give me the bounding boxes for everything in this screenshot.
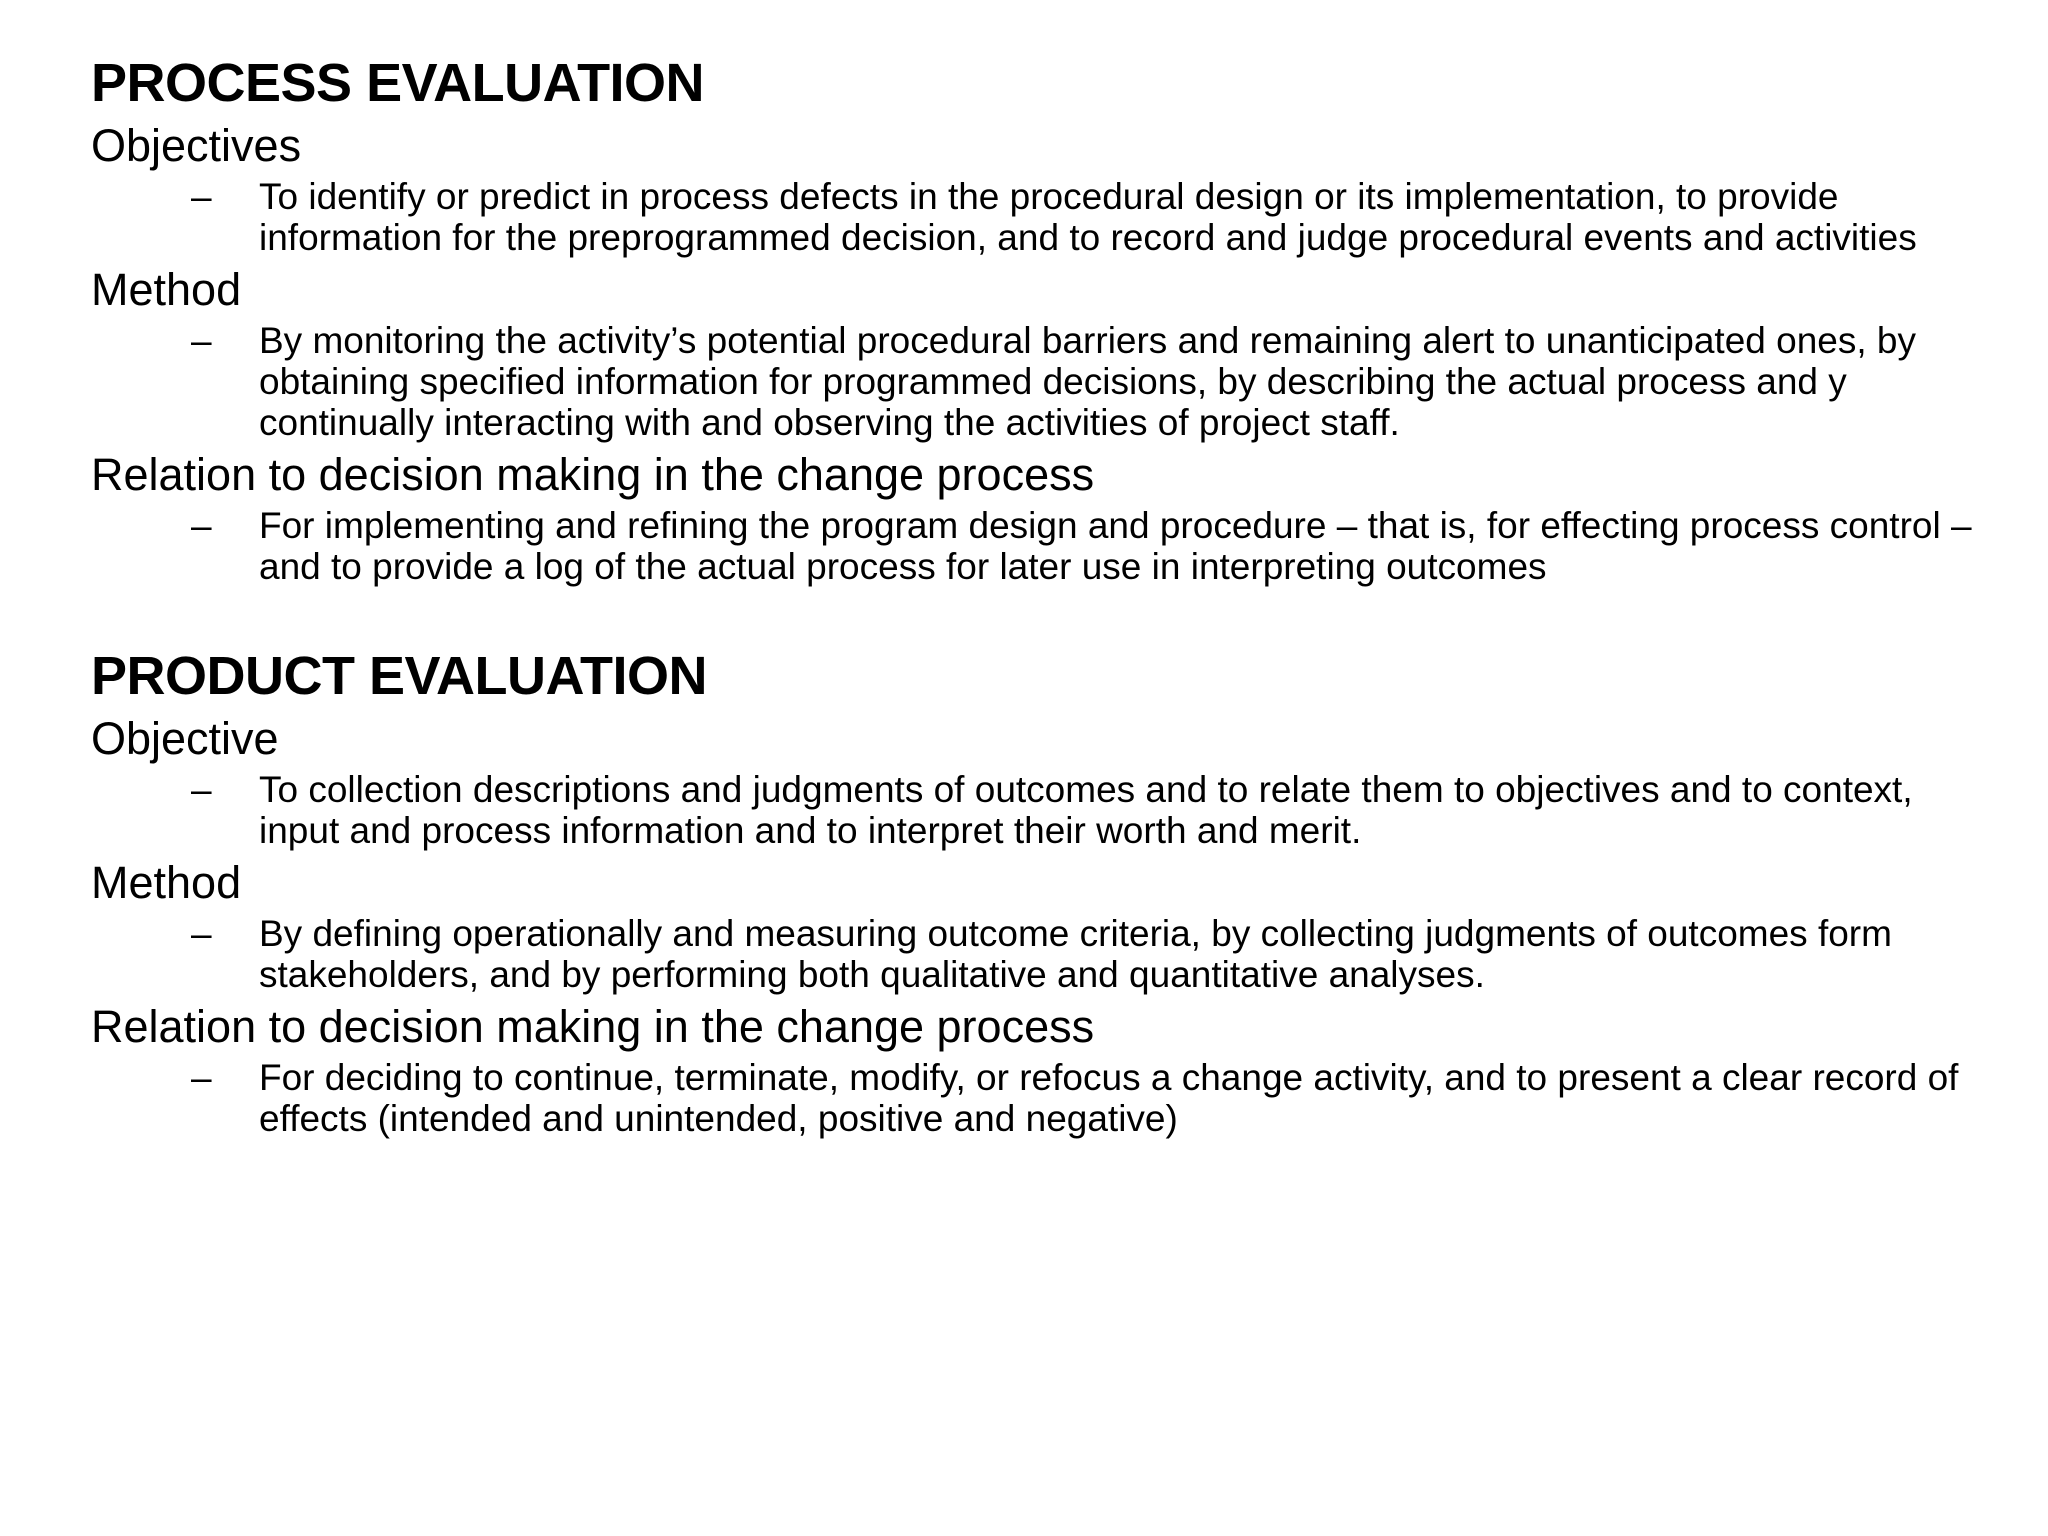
process-evaluation-title: PROCESS EVALUATION [91,53,705,113]
slide-content [91,52,1991,1139]
product-relation-text: For deciding to continue, terminate, modify, or refocus a change activity, and to present a clear record of effects (intended and unintended, positive and negative) [259,1057,1959,1139]
product-method-text: By defining operationally and measuring outcome criteria, by collecting judgments of outcomes form stakeholders, and by performing both qualitative and quantitative analyses. [259,913,1892,995]
product-objective-text: To collection descriptions and judgments of outcomes and to relate them to objectives and to context, input and process information and to interpret their worth and merit. [259,769,1913,851]
product-relation-bullet [91,1057,1999,1139]
process-objectives-bullet [91,176,1999,258]
product-relation-label: Relation to decision making in the change process [91,1001,1095,1052]
product-objective-label: Objective [91,713,279,764]
bullet-dash: – [191,1057,212,1098]
bullet-dash: – [191,913,212,954]
product-objective-bullet [91,769,1999,851]
process-relation-text: For implementing and refining the program design and procedure – that is, for effecting process control – and to provide a log of the actual process for later use in interpreting outcomes [259,505,1972,587]
product-method-bullet [91,913,1999,995]
process-relation-label: Relation to decision making in the change process [91,449,1095,500]
bullet-dash: – [191,176,212,217]
process-method-bullet [91,320,1999,443]
process-method-label: Method [91,264,242,315]
process-method-text: By monitoring the activity’s potential procedural barriers and remaining alert to unanticipated ones, by obtaining specified information for programmed decisions, by describing the actual process and y continually interacting with and observing the activities of project staff. [259,320,1917,443]
process-objectives-label: Objectives [91,120,302,171]
bullet-dash: – [191,769,212,810]
bullet-dash: – [191,505,212,546]
process-objectives-text: To identify or predict in process defects in the procedural design or its implementation, to provide information for the preprogrammed decision, and to record and judge procedural events and activities [259,176,1917,258]
product-method-label: Method [91,857,242,908]
bullet-dash: – [191,320,212,361]
process-relation-bullet [91,505,1999,587]
product-evaluation-title: PRODUCT EVALUATION [91,646,707,706]
